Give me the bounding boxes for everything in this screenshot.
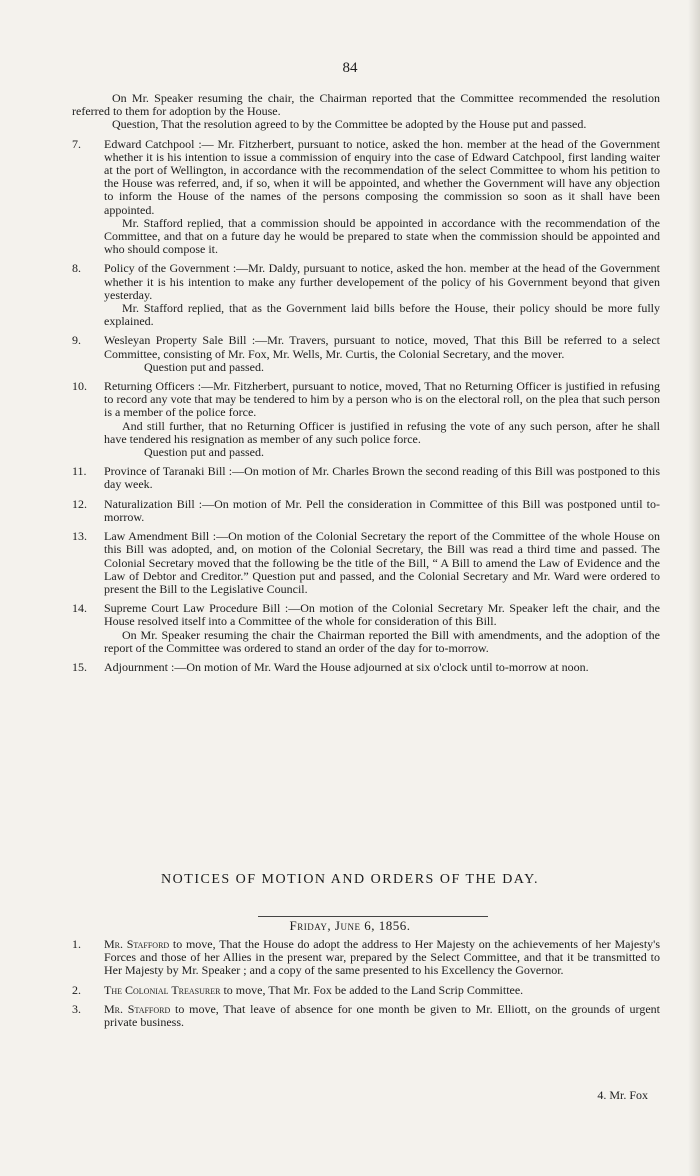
proceedings-body xyxy=(72,92,660,680)
page-number: 84 xyxy=(342,60,358,76)
notice-mover: The Colonial Treasurer xyxy=(104,982,221,997)
notices-list xyxy=(72,938,660,1035)
item-question: Question put and passed. xyxy=(144,359,264,374)
proceeding-item-14 xyxy=(72,602,660,655)
proceeding-item-11 xyxy=(72,465,660,491)
item-reply: Mr. Stafford replied, that as the Government laid bills before the House, their policy should be more fully explained. xyxy=(104,301,660,329)
item-number: 11. xyxy=(72,464,87,479)
item-reply: Mr. Stafford replied, that a commission should be appointed in accordance with the recommendation of the Committee, and that on a future day he would be prepared to state when the commission should be appointed and who should compose it. xyxy=(104,215,660,257)
notice-mover: Mr. Stafford xyxy=(104,937,170,951)
proceeding-item-13 xyxy=(72,530,660,596)
notice-text: to move, That Mr. Fox be added to the Land Scrip Committee. xyxy=(220,982,524,997)
notice-text: to move, That leave of absence for one month be given to Mr. Elliott, on the grounds of urgent private business. xyxy=(104,1001,660,1030)
item-number: 13. xyxy=(72,529,87,544)
item-number: 9. xyxy=(72,333,81,348)
item-text: Returning Officers :—Mr. Fitzherbert, pursuant to notice, moved, That no Returning Officer is justified in refusing to record any vote that may be tendered to him by a person who is on the electoral roll, on the plea that such person is a member of the police force. xyxy=(104,379,660,420)
opening-paragraph-2: Question, That the resolution agreed to by the Committee be adopted by the House put and passed. xyxy=(112,117,587,132)
item-number: 15. xyxy=(72,659,87,674)
item-number: 12. xyxy=(72,496,87,511)
item-question: Question put and passed. xyxy=(144,445,264,460)
notice-mover: Mr. Stafford xyxy=(104,1001,171,1016)
opening-paragraphs xyxy=(72,92,660,132)
section-divider xyxy=(258,916,488,917)
page-edge-shadow xyxy=(688,0,700,1176)
item-text: Province of Taranaki Bill :—On motion of Mr. Charles Brown the second reading of this Bill was postponed to this day week. xyxy=(104,464,660,492)
proceeding-item-12 xyxy=(72,498,660,524)
item-number: 10. xyxy=(72,379,87,394)
item-text: Law Amendment Bill :—On motion of the Colonial Secretary the report of the Committee of the whole House on this Bill was adopted, and, on motion of the Colonial Secretary, the Bill was read a third time and passed. The Colonial Secretary moved that the following be the title of the Bill, “ A Bill to amend the Law of Evidence and the Law of Debtor and Creditor.” Question put and passed, and the Colonial Secretary and Mr. Ward were ordered to present the Bill to the Legislative Council. xyxy=(104,529,660,596)
item-number: 7. xyxy=(72,136,81,151)
notice-number: 1. xyxy=(72,937,81,951)
proceeding-item-8 xyxy=(72,262,660,328)
notices-heading: NOTICES OF MOTION AND ORDERS OF THE DAY. xyxy=(161,872,539,887)
item-text: Adjournment :—On motion of Mr. Ward the House adjourned at six o'clock until to-morrow at noon. xyxy=(104,659,589,674)
item-text: Policy of the Government :—Mr. Daldy, pursuant to notice, asked the hon. member at the head of the Government whether it is his intention to make any further developement of the policy of his Government beyond that given yesterday. xyxy=(104,261,660,302)
notice-number: 2. xyxy=(72,982,81,997)
opening-paragraph-1: On Mr. Speaker resuming the chair, the Chairman reported that the Committee recommended the resolution referred to them for adoption by the House. xyxy=(72,91,660,119)
item-continuation: And still further, that no Returning Officer is justified in refusing the vote of any such person, after he shall have tendered his resignation as member of any such police force. xyxy=(104,418,660,446)
notice-item-2 xyxy=(72,984,660,997)
date-line xyxy=(0,918,700,934)
notice-text: to move, That the House do adopt the address to Her Majesty on the achievements of her Majesty's Forces and those of her Allies in the present war, prepared by the Select Committee, and that it be transmitted to Her Majesty by Mr. Speaker ; and a copy of the same presented to his Excellency the Governor. xyxy=(104,937,660,978)
item-text: Edward Catchpool :— Mr. Fitzherbert, pursuant to notice, asked the hon. member at the head of the Government whether it is his intention to issue a commission of enquiry into the case of Edward Catchpool, first landing waiter at the port of Wellington, in accordance with the recommendation of the select Committee to whom his petition to the House was referred, and, if so, when it will be appointed, and whether the Government will have any objection to inform the House of the names of the persons composing the commission so soon as it shall have been appointed. xyxy=(104,136,660,217)
proceeding-item-15 xyxy=(72,661,660,674)
notice-item-3 xyxy=(72,1003,660,1029)
proceeding-item-10 xyxy=(72,380,660,459)
notice-item-1 xyxy=(72,938,660,978)
item-text: Naturalization Bill :—On motion of Mr. Pell the consideration in Committee of this Bill was postponed until to-morrow. xyxy=(104,496,660,524)
item-number: 14. xyxy=(72,601,87,616)
notice-number: 3. xyxy=(72,1001,81,1016)
proceeding-item-7 xyxy=(72,138,660,257)
item-report: On Mr. Speaker resuming the chair the Chairman reported the Bill with amendments, and the adoption of the report of the Committee was ordered to stand an order of the day for to-morrow. xyxy=(104,627,660,655)
item-text: Supreme Court Law Procedure Bill :—On motion of the Colonial Secretary Mr. Speaker left the chair, and the House resolved itself into a Committee of the whole for consideration of this Bill. xyxy=(104,601,660,629)
catchword: 4. Mr. Fox xyxy=(597,1088,648,1102)
date-text: Friday, June 6, 1856. xyxy=(289,918,411,933)
proceeding-item-9 xyxy=(72,334,660,374)
item-number: 8. xyxy=(72,261,81,276)
item-text: Wesleyan Property Sale Bill :—Mr. Travers, pursuant to notice, moved, That this Bill be referred to a select Committee, consisting of Mr. Fox, Mr. Wells, Mr. Curtis, the Colonial Secretary, and the mover. xyxy=(104,333,660,361)
